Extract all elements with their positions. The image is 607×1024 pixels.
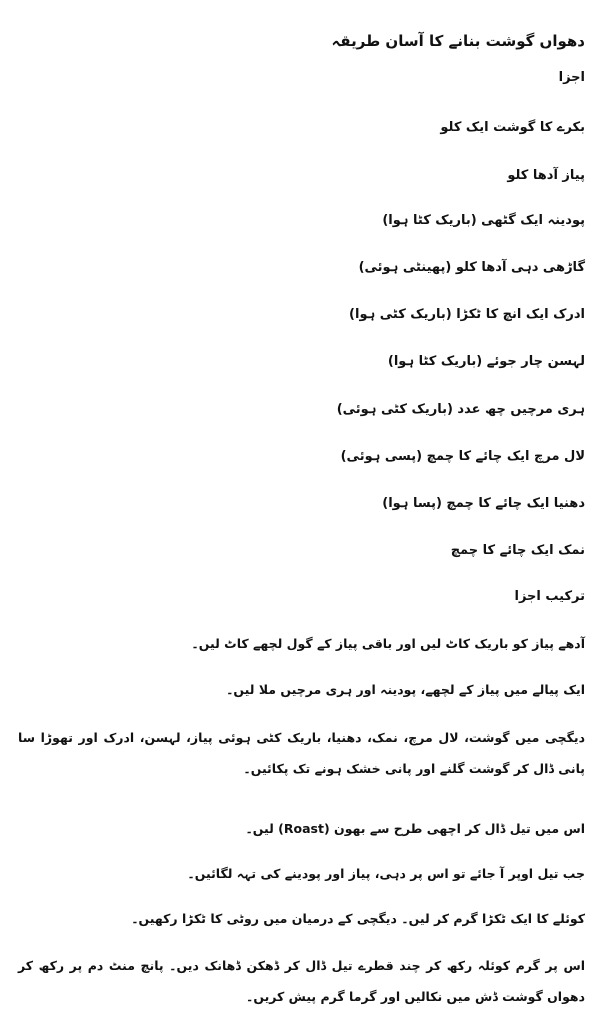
ingredient-item: بکرے کا گوشت ایک کلو [440,120,585,135]
method-heading: ترکیب اجزا [514,589,585,604]
ingredient-item: ادرک ایک انچ کا ٹکڑا (باریک کٹی ہوا) [349,307,585,322]
ingredient-item: لہسن چار جوئے (باریک کٹا ہوا) [387,354,585,369]
method-step: اس میں تیل ڈال کر اچھی طرح سے بھون (Roast) لیں۔ [245,821,585,836]
ingredient-item: پودینہ ایک گٹھی (باریک کٹا ہوا) [382,213,585,228]
ingredient-item: گاڑھی دہی آدھا کلو (پھینٹی ہوئی) [358,260,585,275]
ingredient-item: دھنیا ایک چائے کا چمچ (پسا ہوا) [382,496,585,511]
method-step: دیگچی میں گوشت، لال مرچ، نمک، دھنیا، باریک کٹی ہوئی پیاز، لہسن، ادرک اور تھوڑا سا پانی ڈال کر گوشت گلنے اور پانی خشک ہونے تک پکائیں۔ [18,730,585,776]
method-step: جب تیل اوپر آ جائے تو اس پر دہی، پیاز اور پودینے کی تہہ لگائیں۔ [187,866,585,881]
method-step: آدھے پیاز کو باریک کاٹ لیں اور باقی پیاز کے گول لچھے کاٹ لیں۔ [191,636,585,651]
ingredient-item: نمک ایک چائے کا چمچ [450,543,585,558]
ingredients-heading: اجزا [558,70,585,85]
page-title: دھواں گوشت بنانے کا آسان طریقہ [331,32,585,50]
method-step: اس پر گرم کوئلہ رکھ کر چند قطرے تیل ڈال کر ڈھکن ڈھانک دیں۔ پانچ منٹ دم پر رکھ کر دھواں گوشت ڈش میں نکالیں اور گرما گرم پیش کریں۔ [18,958,585,1004]
method-step: ایک پیالے میں پیاز کے لچھے، پودینہ اور ہری مرچیں ملا لیں۔ [226,682,585,697]
ingredient-item: ہری مرچیں چھ عدد (باریک کٹی ہوئی) [336,402,585,417]
ingredient-item: لال مرچ ایک چائے کا چمچ (پسی ہوئی) [340,449,585,464]
ingredient-item: پیاز آدھا کلو [507,168,585,183]
method-step: کوئلے کا ایک ٹکڑا گرم کر لیں۔ دیگچی کے درمیان میں روٹی کا ٹکڑا رکھیں۔ [131,911,585,926]
